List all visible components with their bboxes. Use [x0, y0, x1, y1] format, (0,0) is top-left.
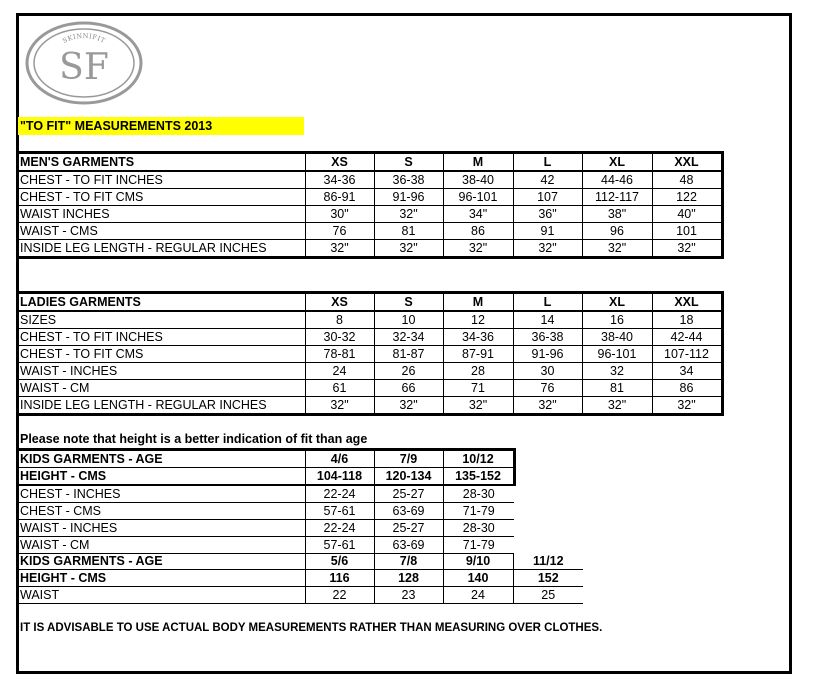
table-cell: 71	[443, 380, 513, 397]
table-cell: 32"	[374, 240, 443, 258]
table-cell: 86	[443, 223, 513, 240]
table-cell: 4/6	[305, 450, 374, 468]
row-label: CHEST - TO FIT CMS	[18, 346, 305, 363]
table-cell: 30"	[305, 206, 374, 223]
table-cell: 42	[513, 171, 582, 189]
table-cell: 22-24	[305, 485, 374, 503]
table-cell: 32"	[374, 206, 443, 223]
row-label: KIDS GARMENTS - AGE	[18, 450, 305, 468]
table-cell: 23	[374, 587, 443, 604]
row-label: HEIGHT - CMS	[18, 468, 305, 486]
row-label: CHEST - TO FIT CMS	[18, 189, 305, 206]
table-cell: 57-61	[305, 537, 374, 554]
table-row	[18, 206, 722, 223]
table-cell: 9/10	[443, 553, 513, 570]
table-row	[18, 468, 514, 486]
mens-size-table	[18, 151, 724, 259]
table-cell: 63-69	[374, 503, 443, 520]
table-cell: 25-27	[374, 485, 443, 503]
row-label: CHEST - CMS	[18, 503, 305, 520]
table-cell: 38"	[582, 206, 652, 223]
ladies-size-table	[18, 291, 724, 416]
row-label: WAIST - CMS	[18, 223, 305, 240]
size-header-cell: L	[513, 293, 582, 312]
table-cell: 22	[305, 587, 374, 604]
table-cell: 135-152	[443, 468, 514, 486]
row-label: WAIST - CM	[18, 380, 305, 397]
table-cell: 61	[305, 380, 374, 397]
table-cell: 71-79	[443, 503, 514, 520]
row-label: WAIST - INCHES	[18, 520, 305, 537]
row-label: CHEST - TO FIT INCHES	[18, 329, 305, 346]
row-label: CHEST - INCHES	[18, 485, 305, 503]
table-cell: 18	[652, 311, 722, 329]
table-row	[18, 311, 722, 329]
table-cell: 107	[513, 189, 582, 206]
sf-logo	[25, 21, 143, 105]
table-cell: 91	[513, 223, 582, 240]
row-label: KIDS GARMENTS - AGE	[18, 553, 305, 570]
table-row	[18, 329, 722, 346]
table-cell: 96-101	[582, 346, 652, 363]
table-cell: 57-61	[305, 503, 374, 520]
size-header-cell: M	[443, 153, 513, 172]
size-header-cell: XL	[582, 153, 652, 172]
table-cell: 26	[374, 363, 443, 380]
kids-size-table-1	[18, 448, 516, 554]
table-row	[18, 223, 722, 240]
table-cell: 32"	[374, 397, 443, 415]
table-cell: 14	[513, 311, 582, 329]
table-row	[18, 363, 722, 380]
table-cell: 32"	[305, 240, 374, 258]
table-cell: 76	[305, 223, 374, 240]
table-cell: 38-40	[443, 171, 513, 189]
table-cell: 34	[652, 363, 722, 380]
table-cell: 5/6	[305, 553, 374, 570]
row-label: INSIDE LEG LENGTH - REGULAR INCHES	[18, 397, 305, 415]
table-cell: 32"	[652, 397, 722, 415]
table-cell: 116	[305, 570, 374, 587]
table-row	[18, 503, 514, 520]
table-cell: 101	[652, 223, 722, 240]
table-title: MEN'S GARMENTS	[18, 153, 305, 172]
row-label: WAIST - INCHES	[18, 363, 305, 380]
size-header-cell: M	[443, 293, 513, 312]
table-cell: 38-40	[582, 329, 652, 346]
table-cell: 32"	[513, 240, 582, 258]
table-cell: 63-69	[374, 537, 443, 554]
row-label: SIZES	[18, 311, 305, 329]
table-row	[18, 485, 514, 503]
size-header-cell: S	[374, 293, 443, 312]
table-cell: 86-91	[305, 189, 374, 206]
table-cell: 7/8	[374, 553, 443, 570]
size-header-cell: XS	[305, 293, 374, 312]
table-cell: 81-87	[374, 346, 443, 363]
kids1-table-body	[18, 450, 514, 554]
table-row	[18, 397, 722, 415]
table-row	[18, 171, 722, 189]
table-cell: 8	[305, 311, 374, 329]
table-cell: 120-134	[374, 468, 443, 486]
row-label: CHEST - TO FIT INCHES	[18, 171, 305, 189]
table-cell: 36-38	[374, 171, 443, 189]
table-cell: 30-32	[305, 329, 374, 346]
table-row	[18, 570, 583, 587]
table-cell: 32	[582, 363, 652, 380]
table-cell: 36"	[513, 206, 582, 223]
table-cell: 140	[443, 570, 513, 587]
size-header-cell: XL	[582, 293, 652, 312]
table-cell: 28-30	[443, 485, 514, 503]
table-cell: 10/12	[443, 450, 514, 468]
table-row	[18, 553, 583, 570]
table-cell: 86	[652, 380, 722, 397]
table-row	[18, 240, 722, 258]
table-cell: 32"	[443, 240, 513, 258]
table-cell: 40"	[652, 206, 722, 223]
table-cell: 107-112	[652, 346, 722, 363]
table-cell: 32-34	[374, 329, 443, 346]
table-cell: 30	[513, 363, 582, 380]
table-cell: 10	[374, 311, 443, 329]
table-row	[18, 520, 514, 537]
table-cell: 16	[582, 311, 652, 329]
table-cell: 22-24	[305, 520, 374, 537]
logo-initials: SF	[59, 47, 109, 88]
table-cell: 7/9	[374, 450, 443, 468]
table-cell: 66	[374, 380, 443, 397]
table-row	[18, 587, 583, 604]
table-cell: 91-96	[374, 189, 443, 206]
table-cell: 25	[513, 587, 583, 604]
table-cell: 25-27	[374, 520, 443, 537]
table-cell: 48	[652, 171, 722, 189]
table-header-row	[18, 153, 722, 172]
table-cell: 71-79	[443, 537, 514, 554]
table-cell: 28	[443, 363, 513, 380]
table-cell: 24	[443, 587, 513, 604]
row-label: HEIGHT - CMS	[18, 570, 305, 587]
row-label: INSIDE LEG LENGTH - REGULAR INCHES	[18, 240, 305, 258]
table-cell: 96-101	[443, 189, 513, 206]
table-cell: 81	[582, 380, 652, 397]
table-cell: 44-46	[582, 171, 652, 189]
table-cell: 32"	[582, 397, 652, 415]
table-cell: 11/12	[513, 553, 583, 570]
table-cell: 128	[374, 570, 443, 587]
table-title: LADIES GARMENTS	[18, 293, 305, 312]
size-header-cell: S	[374, 153, 443, 172]
size-header-cell: XXL	[652, 293, 722, 312]
kids-size-table-2	[18, 553, 583, 604]
table-cell: 152	[513, 570, 583, 587]
table-cell: 112-117	[582, 189, 652, 206]
table-cell: 42-44	[652, 329, 722, 346]
table-cell: 32"	[513, 397, 582, 415]
row-label: WAIST	[18, 587, 305, 604]
size-header-cell: XXL	[652, 153, 722, 172]
table-cell: 91-96	[513, 346, 582, 363]
table-row	[18, 450, 514, 468]
row-label: WAIST INCHES	[18, 206, 305, 223]
table-cell: 34-36	[443, 329, 513, 346]
table-cell: 24	[305, 363, 374, 380]
ladies-table-body	[18, 293, 722, 415]
table-cell: 36-38	[513, 329, 582, 346]
table-cell: 96	[582, 223, 652, 240]
mens-table-body	[18, 153, 722, 258]
kids2-table-body	[18, 553, 583, 604]
kids-fit-note: Please note that height is a better indication of fit than age	[20, 432, 368, 446]
table-row	[18, 346, 722, 363]
table-row	[18, 380, 722, 397]
table-cell: 28-30	[443, 520, 514, 537]
table-row	[18, 189, 722, 206]
size-header-cell: L	[513, 153, 582, 172]
table-row	[18, 537, 514, 554]
table-cell: 87-91	[443, 346, 513, 363]
table-cell: 32"	[443, 397, 513, 415]
table-cell: 78-81	[305, 346, 374, 363]
table-cell: 34"	[443, 206, 513, 223]
table-cell: 32"	[305, 397, 374, 415]
logo-arc-text: SKINNIFIT	[61, 31, 107, 45]
row-label: WAIST - CM	[18, 537, 305, 554]
table-cell: 81	[374, 223, 443, 240]
table-cell: 104-118	[305, 468, 374, 486]
measurements-banner: "TO FIT" MEASUREMENTS 2013	[18, 117, 304, 135]
table-cell: 32"	[652, 240, 722, 258]
table-cell: 12	[443, 311, 513, 329]
table-cell: 122	[652, 189, 722, 206]
table-cell: 34-36	[305, 171, 374, 189]
size-header-cell: XS	[305, 153, 374, 172]
svg-text:SKINNIFIT	[61, 32, 107, 45]
advice-text: IT IS ADVISABLE TO USE ACTUAL BODY MEASUREMENTS RATHER THAN MEASURING OVER CLOTHES.	[20, 622, 603, 634]
table-cell: 76	[513, 380, 582, 397]
table-cell: 32"	[582, 240, 652, 258]
table-header-row	[18, 293, 722, 312]
